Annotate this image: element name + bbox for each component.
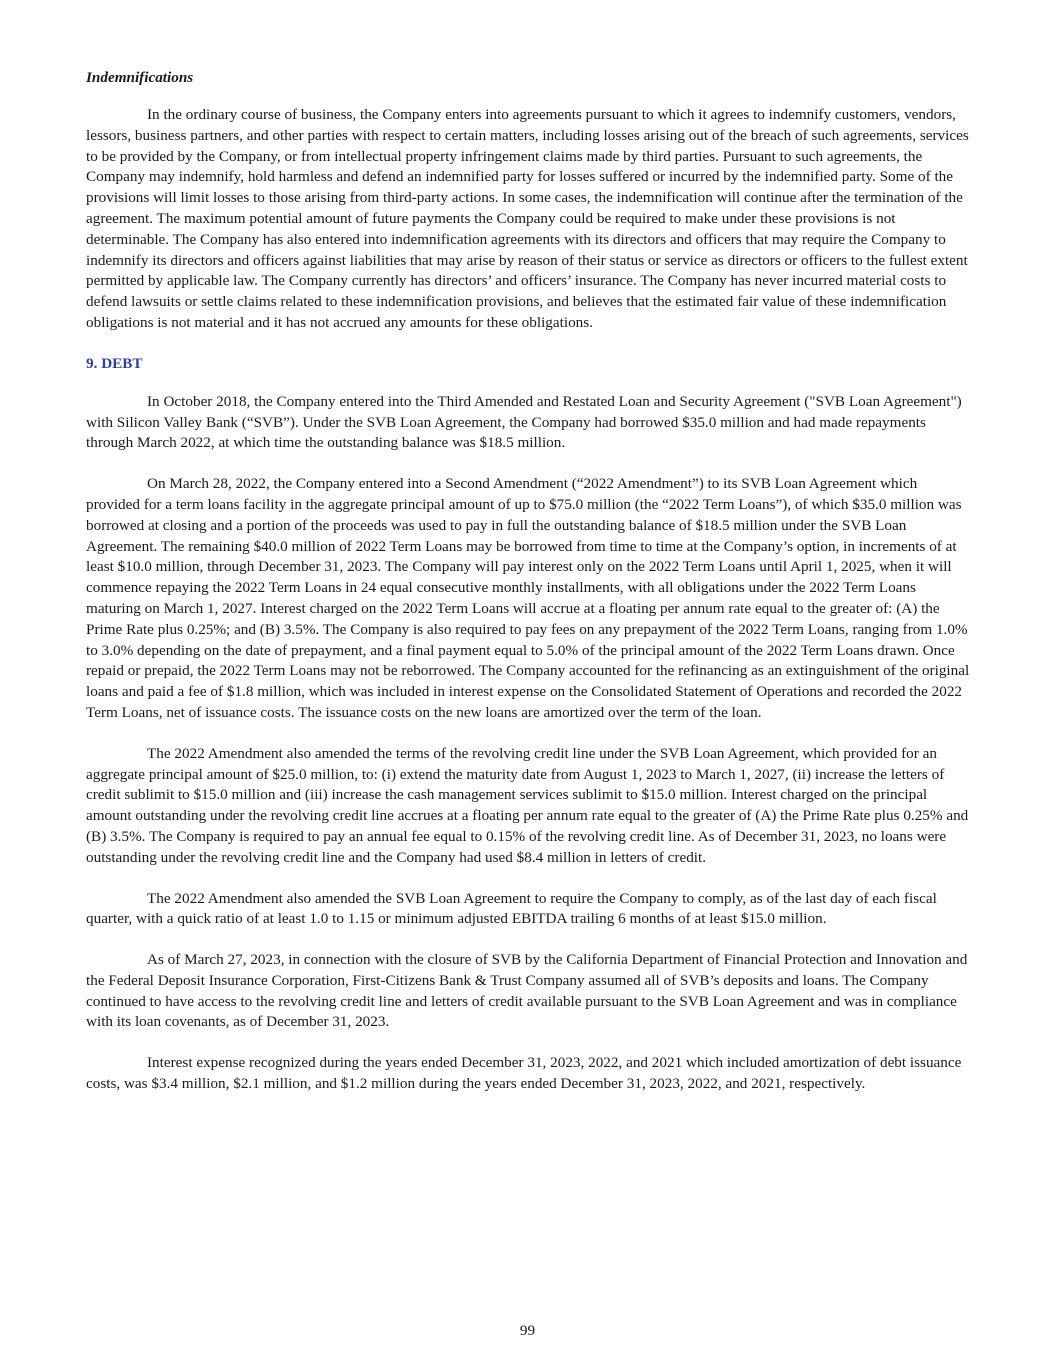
debt-paragraph-interest-expense: Interest expense recognized during the years ended December 31, 2023, 2022, and 2021 which included amortization of debt issuance costs, was $3.4 million, $2.1 million, and $1.2 million during the years ended December 31, 2023, 2022, and 2021, respectively. [86, 1054, 962, 1093]
debt-paragraph-svb-closure: As of March 27, 2023, in connection with the closure of SVB by the California Department of Financial Protection and Innovation and the Federal Deposit Insurance Corporation, First-Citizens Bank & Trust Company assumed all of SVB’s deposits and loans. The Company continued to have access to the revolving credit line and letters of credit available pursuant to the SVB Loan Agreement and was in compliance with its loan covenants, as of December 31, 2023. [86, 951, 968, 1031]
debt-paragraph-covenants: The 2022 Amendment also amended the SVB Loan Agreement to require the Company to comply, as of the last day of each fiscal quarter, with a quick ratio of at least 1.0 to 1.15 or minimum adjusted EBITDA trailing 6 months of at least $15.0 million. [86, 889, 937, 928]
page-number: 99 [519, 1322, 536, 1339]
debt-section-heading: 9. DEBT [86, 354, 143, 372]
debt-paragraph-svb-agreement: In October 2018, the Company entered into the Third Amended and Restated Loan and Security Agreement ("SVB Loan Agreement") with Silicon Valley Bank (“SVB”). Under the SVB Loan Agreement, the Company had borrowed $35.0 million and had made repayments through March 2022, at which time the outstanding balance was $18.5 million. [86, 392, 962, 452]
document-page [86, 68, 972, 1115]
debt-paragraph-revolving-credit: The 2022 Amendment also amended the terms of the revolving credit line under the SVB Loan Agreement, which provided for an aggregate principal amount of $25.0 million, to: (i) extend the maturity date from August 1, 2023 to March 1, 2027, (ii) increase the letters of credit sublimit to $15.0 million and (iii) increase the cash management services sublimit to $15.0 million. Interest charged on the principal amount outstanding under the revolving credit line accrues at a floating per annum rate equal to the greater of (A) the Prime Rate plus 0.25% and (B) 3.5%. The Company is required to pay an annual fee equal to 0.15% of the revolving credit line. As of December 31, 2023, no loans were outstanding under the revolving credit line and the Company had used $8.4 million in letters of credit. [86, 744, 969, 866]
indemnifications-paragraph: In the ordinary course of business, the Company enters into agreements pursuant to which it agrees to indemnify customers, vendors, lessors, business partners, and other parties with respect to certain matters, including losses arising out of the breach of such agreements, services to be provided by the Company, or from intellectual property infringement claims made by third parties. Pursuant to such agreements, the Company may indemnify, hold harmless and defend an indemnified party for losses suffered or incurred by the indemnified party. Some of the provisions will limit losses to those arising from third-party actions. In some cases, the indemnification will continue after the termination of the agreement. The maximum potential amount of future payments the Company could be required to make under these provisions is not determinable. The Company has also entered into indemnification agreements with its directors and officers that may require the Company to indemnify its directors and officers against liabilities that may arise by reason of their status or service as directors or officers to the fullest extent permitted by applicable law. The Company currently has directors’ and officers’ insurance. The Company has never incurred material costs to defend lawsuits or settle claims related to these indemnification provisions, and believes that the estimated fair value of these indemnification obligations is not material and it has not accrued any amounts for these obligations. [86, 106, 969, 331]
indemnifications-heading: Indemnifications [86, 69, 194, 86]
debt-paragraph-2022-amendment: On March 28, 2022, the Company entered into a Second Amendment (“2022 Amendment”) to its SVB Loan Agreement which provided for a term loans facility in the aggregate principal amount of up to $75.0 million (the “2022 Term Loans”), of which $35.0 million was borrowed at closing and a portion of the proceeds was used to pay in full the outstanding balance of $18.5 million under the SVB Loan Agreement. The remaining $40.0 million of 2022 Term Loans may be borrowed from time to time at the Company’s option, in increments of at least $10.0 million, through December 31, 2023. The Company will pay interest only on the 2022 Term Loans until April 1, 2025, when it will commence repaying the 2022 Term Loans in 24 equal consecutive monthly installments, with all obligations under the 2022 Term Loans maturing on March 1, 2027. Interest charged on the 2022 Term Loans will accrue at a floating per annum rate equal to the greater of: (A) the Prime Rate plus 0.25%; and (B) 3.5%. The Company is also required to pay fees on any prepayment of the 2022 Term Loans, ranging from 1.0% to 3.0% depending on the date of prepayment, and a final payment equal to 5.0% of the principal amount of the 2022 Term Loans drawn. Once repaid or prepaid, the 2022 Term Loans may not be reborrowed. The Company accounted for the refinancing as an extinguishment of the original loans and paid a fee of $1.8 million, which was included in interest expense on the Consolidated Statement of Operations and recorded the 2022 Term Loans, net of issuance costs. The issuance costs on the new loans are amortized over the term of the loan. [86, 475, 970, 721]
